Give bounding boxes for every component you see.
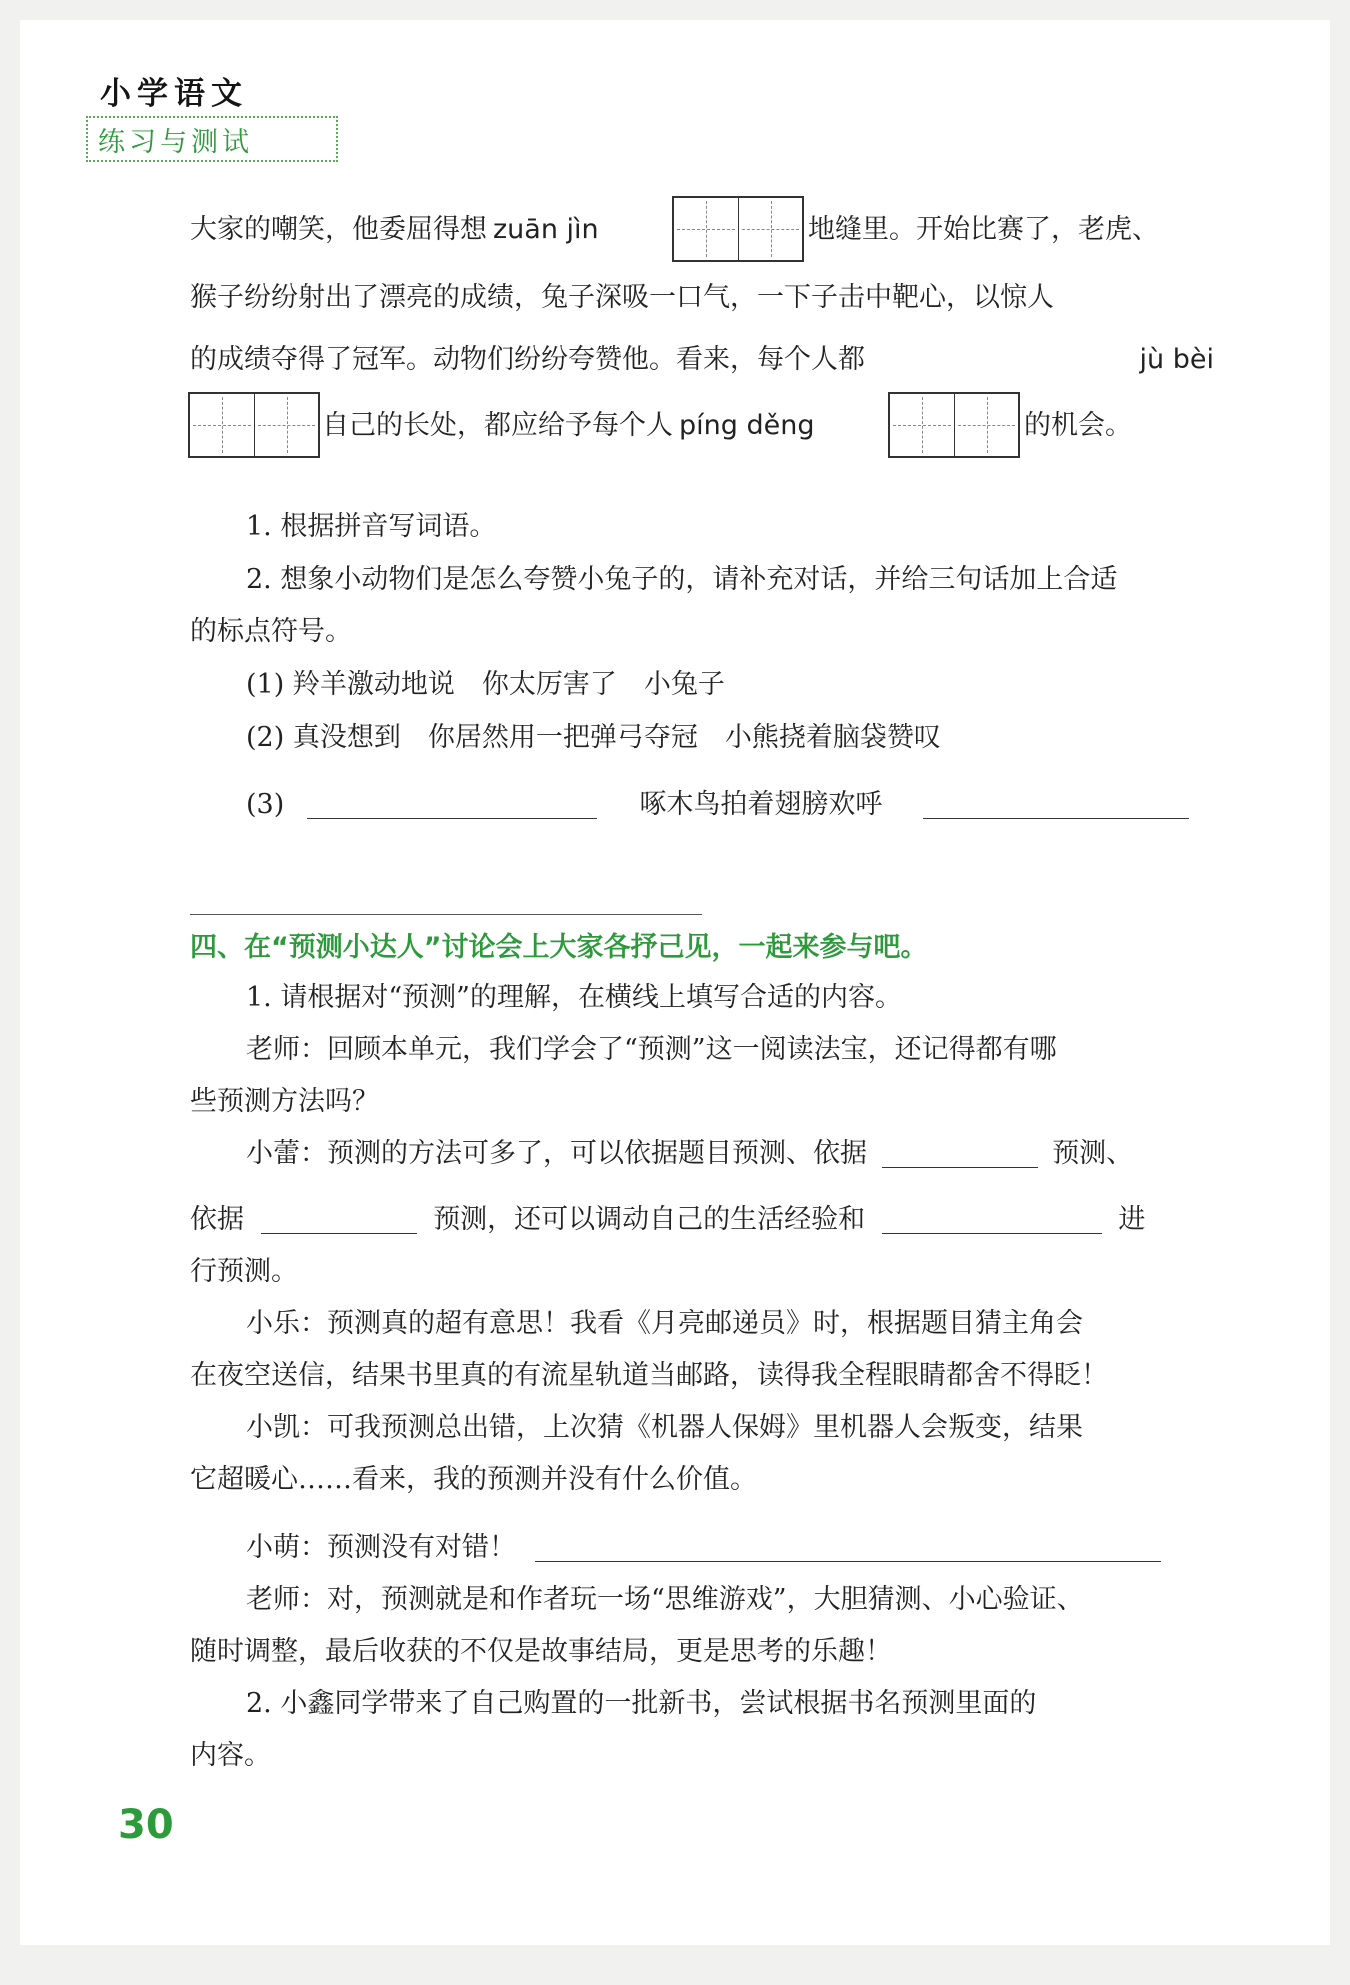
xiaolei-blank[interactable] (882, 1137, 1038, 1168)
s4-question-2-line-1: 2. 小鑫同学带来了自己购置的一批新书，尝试根据书名预测里面的 (246, 1688, 1037, 1719)
dialogue-1: (1) 羚羊激动地说 你太厉害了 小兔子 (246, 669, 725, 700)
section-4-title: 四、在“预测小达人”讨论会上大家各抒己见，一起来参与吧。 (190, 932, 928, 963)
pinyin-pingdeng: píng děng (679, 410, 815, 441)
yiju-text-tail: 进 (1118, 1204, 1146, 1235)
yiju-blank-b[interactable] (882, 1203, 1102, 1234)
teacher-line-1: 老师：回顾本单元，我们学会了“预测”这一阅读法宝，还记得都有哪 (246, 1034, 1057, 1065)
workbook-page (20, 20, 1330, 1945)
passage-line-1-tail: 地缝里。开始比赛了，老虎、 (808, 214, 1159, 245)
grid-cell[interactable] (190, 394, 254, 456)
xiaolei-text-tail: 预测、 (1052, 1138, 1134, 1169)
question-2-line-2: 的标点符号。 (190, 616, 352, 647)
passage-line-3 (190, 340, 1220, 380)
dialogue-3 (246, 785, 1189, 825)
brand-title: 小学语文 (100, 76, 248, 112)
passage-text: 的成绩夺得了冠军。动物们纷纷夸赞他。看来，每个人都 (190, 344, 865, 375)
xiaokai-line-1: 小凯：可我预测总出错，上次猜《机器人保姆》里机器人会叛变，结果 (246, 1412, 1083, 1443)
pinyin-jubei: jù bèi (1139, 344, 1214, 375)
xiaole-line-2: 在夜空送信，结果书里真的有流星轨道当邮路，读得我全程眼睛都舍不得眨！ (190, 1360, 1108, 1391)
s4-question-1: 1. 请根据对“预测”的理解，在横线上填写合适的内容。 (246, 982, 902, 1013)
grid-cell[interactable] (954, 394, 1018, 456)
xiaole-line-1: 小乐：预测真的超有意思！我看《月亮邮递员》时，根据题目猜主角会 (246, 1308, 1083, 1339)
brand-subtitle-box (86, 116, 338, 162)
passage-line-4 (322, 406, 820, 446)
teacher2-line-1: 老师：对，预测就是和作者玩一场“思维游戏”，大胆猜测、小心验证、 (246, 1584, 1084, 1615)
xiaomeng-text: 小萌：预测没有对错！ (246, 1532, 516, 1563)
xiaolei-line (246, 1134, 1133, 1174)
brand-subtitle: 练习与测试 (98, 127, 253, 158)
dialogue-3-text: 啄木鸟拍着翅膀欢呼 (639, 789, 883, 820)
xiaolei-text: 小蕾：预测的方法可多了，可以依据题目预测、依据 (246, 1138, 867, 1169)
yiju-text: 依据 (190, 1204, 244, 1235)
answer-grid-jubei[interactable] (188, 392, 320, 458)
grid-cell[interactable] (254, 394, 318, 456)
answer-grid-zuanjin[interactable] (672, 196, 804, 262)
teacher-line-2: 些预测方法吗？ (190, 1086, 379, 1117)
passage-text: 自己的长处，都应给予每个人 (322, 410, 673, 441)
question-1: 1. 根据拼音写词语。 (246, 511, 497, 542)
teacher2-line-2: 随时调整，最后收获的不仅是故事结局，更是思考的乐趣！ (190, 1636, 892, 1667)
dialogue-2: (2) 真没想到 你居然用一把弹弓夺冠 小熊挠着脑袋赞叹 (246, 722, 941, 753)
xiaomeng-blank[interactable] (535, 1531, 1161, 1562)
yiju-line (190, 1200, 1145, 1240)
question-2-line-1: 2. 想象小动物们是怎么夸赞小兔子的，请补充对话，并给三句话加上合适 (246, 564, 1118, 595)
yiju-blank-a[interactable] (261, 1203, 417, 1234)
xiaomeng-line (246, 1528, 1161, 1568)
yiju-text-mid: 预测，还可以调动自己的生活经验和 (433, 1204, 866, 1235)
section-divider (190, 914, 702, 915)
passage-line-1 (190, 210, 605, 250)
passage-line-2: 猴子纷纷射出了漂亮的成绩，兔子深吸一口气，一下子击中靶心，以惊人 (190, 282, 1054, 313)
dialogue-3-blank-b[interactable] (923, 788, 1189, 819)
dialogue-3-blank-a[interactable] (307, 788, 597, 819)
passage-text: 大家的嘲笑，他委屈得想 (190, 214, 487, 245)
dialogue-3-label: (3) (246, 789, 285, 820)
page-number: 30 (118, 1802, 174, 1848)
xiaokai-line-2: 它超暖心……看来，我的预测并没有什么价值。 (190, 1464, 757, 1495)
passage-line-4-tail: 的机会。 (1024, 410, 1132, 441)
pinyin-zuanjin: zuān jìn (493, 214, 599, 245)
grid-cell[interactable] (674, 198, 738, 260)
grid-cell[interactable] (890, 394, 954, 456)
xing-line: 行预测。 (190, 1256, 298, 1287)
answer-grid-pingdeng[interactable] (888, 392, 1020, 458)
grid-cell[interactable] (738, 198, 802, 260)
s4-question-2-line-2: 内容。 (190, 1740, 271, 1771)
